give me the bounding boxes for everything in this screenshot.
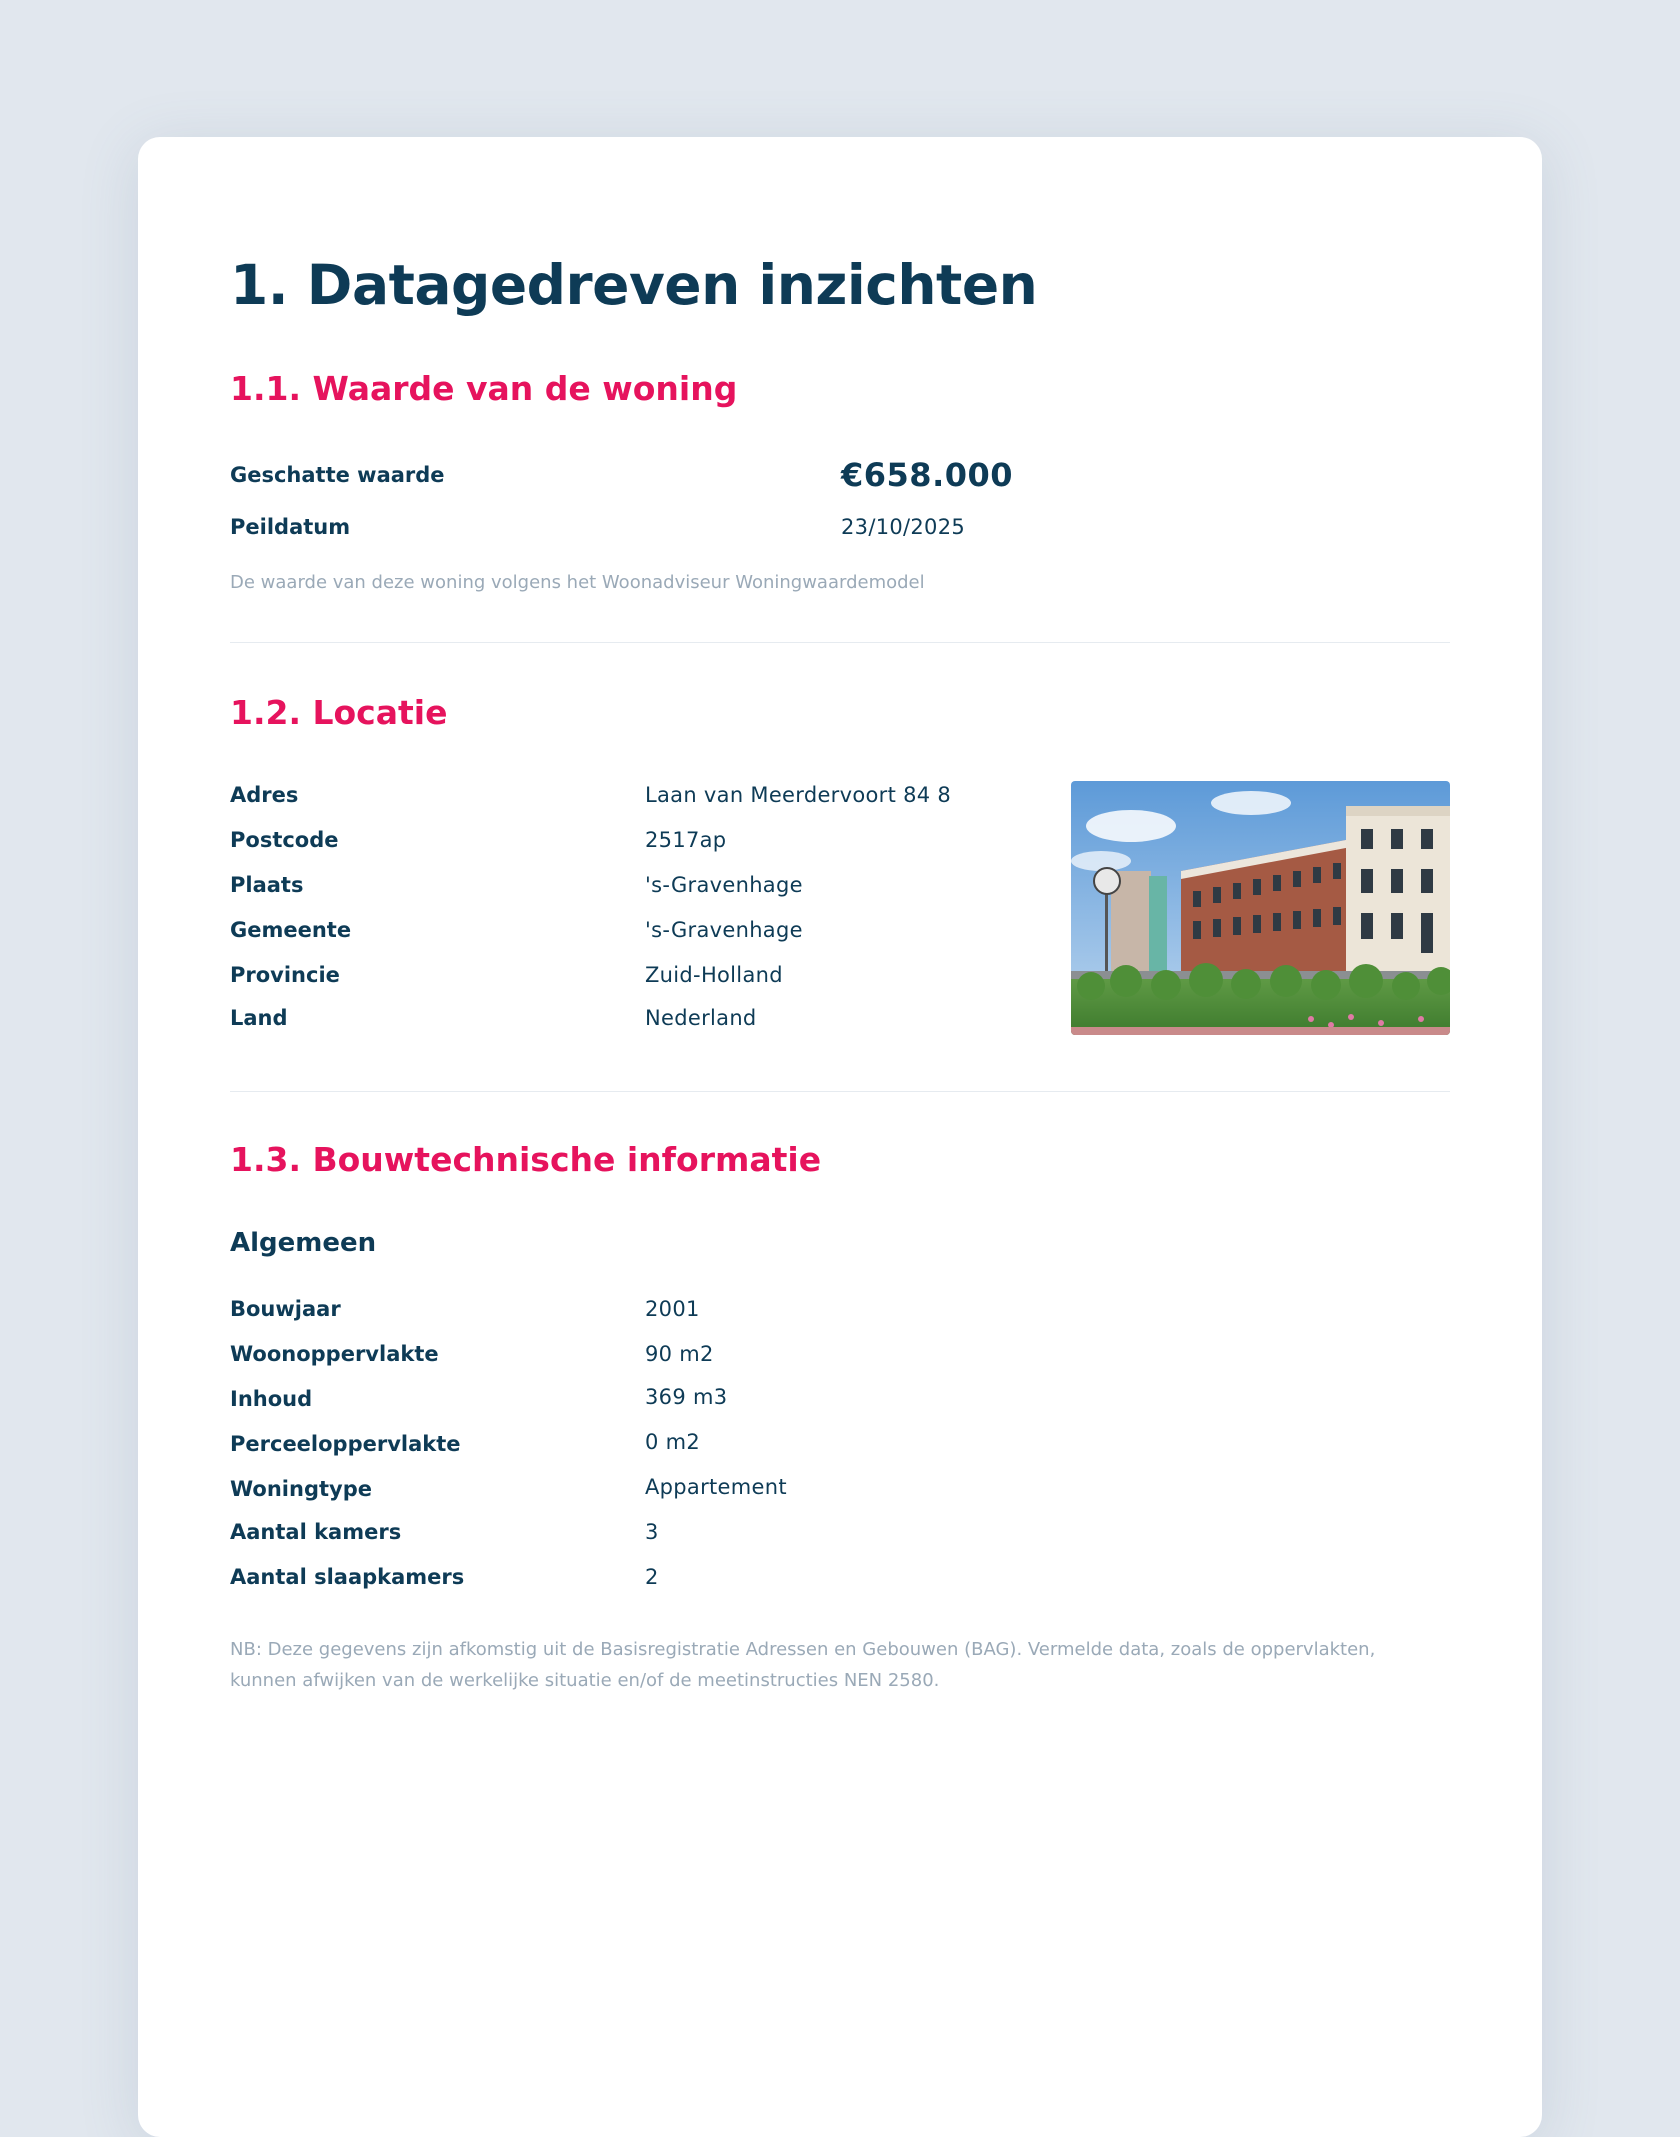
- value-adres: Laan van Meerdervoort 84 8: [645, 783, 952, 807]
- value-aantal-slaapkamers: 2: [645, 1565, 659, 1589]
- label-provincie: Provincie: [230, 963, 340, 987]
- label-woonoppervlakte: Woonoppervlakte: [230, 1342, 439, 1366]
- value-inhoud: 369 m3: [645, 1385, 728, 1409]
- page-title: 1. Datagedreven inzichten: [230, 253, 1038, 317]
- label-bouwjaar: Bouwjaar: [230, 1297, 341, 1321]
- value-bouwjaar: 2001: [645, 1297, 700, 1321]
- value-land: Nederland: [645, 1006, 757, 1030]
- waarde-note: De waarde van deze woning volgens het Woonadviseur Woningwaardemodel: [230, 572, 925, 593]
- value-woonoppervlakte: 90 m2: [645, 1342, 714, 1366]
- value-perceeloppervlakte: 0 m2: [645, 1430, 701, 1454]
- label-land: Land: [230, 1006, 288, 1030]
- label-postcode: Postcode: [230, 828, 339, 852]
- label-woningtype: Woningtype: [230, 1477, 372, 1501]
- label-plaats: Plaats: [230, 873, 304, 897]
- label-gemeente: Gemeente: [230, 918, 352, 942]
- value-woningtype: Appartement: [645, 1475, 787, 1499]
- value-aantal-kamers: 3: [645, 1520, 659, 1544]
- label-inhoud: Inhoud: [230, 1387, 313, 1411]
- subheading-algemeen: Algemeen: [230, 1228, 377, 1258]
- label-perceeloppervlakte: Perceeloppervlakte: [230, 1432, 461, 1456]
- property-photo: [1071, 781, 1450, 1035]
- label-aantal-slaapkamers: Aantal slaapkamers: [230, 1565, 465, 1589]
- section-heading-locatie: 1.2. Locatie: [230, 693, 448, 732]
- value-geschatte-waarde: €658.000: [841, 456, 1014, 494]
- report-card: [138, 137, 1542, 2137]
- section-divider: [230, 642, 1450, 643]
- label-peildatum: Peildatum: [230, 515, 351, 539]
- section-heading-waarde: 1.1. Waarde van de woning: [230, 369, 738, 408]
- value-postcode: 2517ap: [645, 828, 727, 852]
- label-geschatte-waarde: Geschatte waarde: [230, 463, 445, 487]
- value-peildatum: 23/10/2025: [841, 515, 966, 539]
- value-provincie: Zuid-Holland: [645, 963, 783, 987]
- bag-note-line-2: kunnen afwijken van de werkelijke situatie en/of de meetinstructies NEN 2580.: [230, 1670, 940, 1691]
- section-divider: [230, 1091, 1450, 1092]
- label-adres: Adres: [230, 783, 299, 807]
- label-aantal-kamers: Aantal kamers: [230, 1520, 402, 1544]
- value-plaats: 's-Gravenhage: [645, 873, 803, 897]
- section-heading-bouw: 1.3. Bouwtechnische informatie: [230, 1140, 822, 1179]
- bag-note-line-1: NB: Deze gegevens zijn afkomstig uit de Basisregistratie Adressen en Gebouwen (BAG). Vermelde data, zoals de oppervlakten,: [230, 1639, 1376, 1660]
- value-gemeente: 's-Gravenhage: [645, 918, 803, 942]
